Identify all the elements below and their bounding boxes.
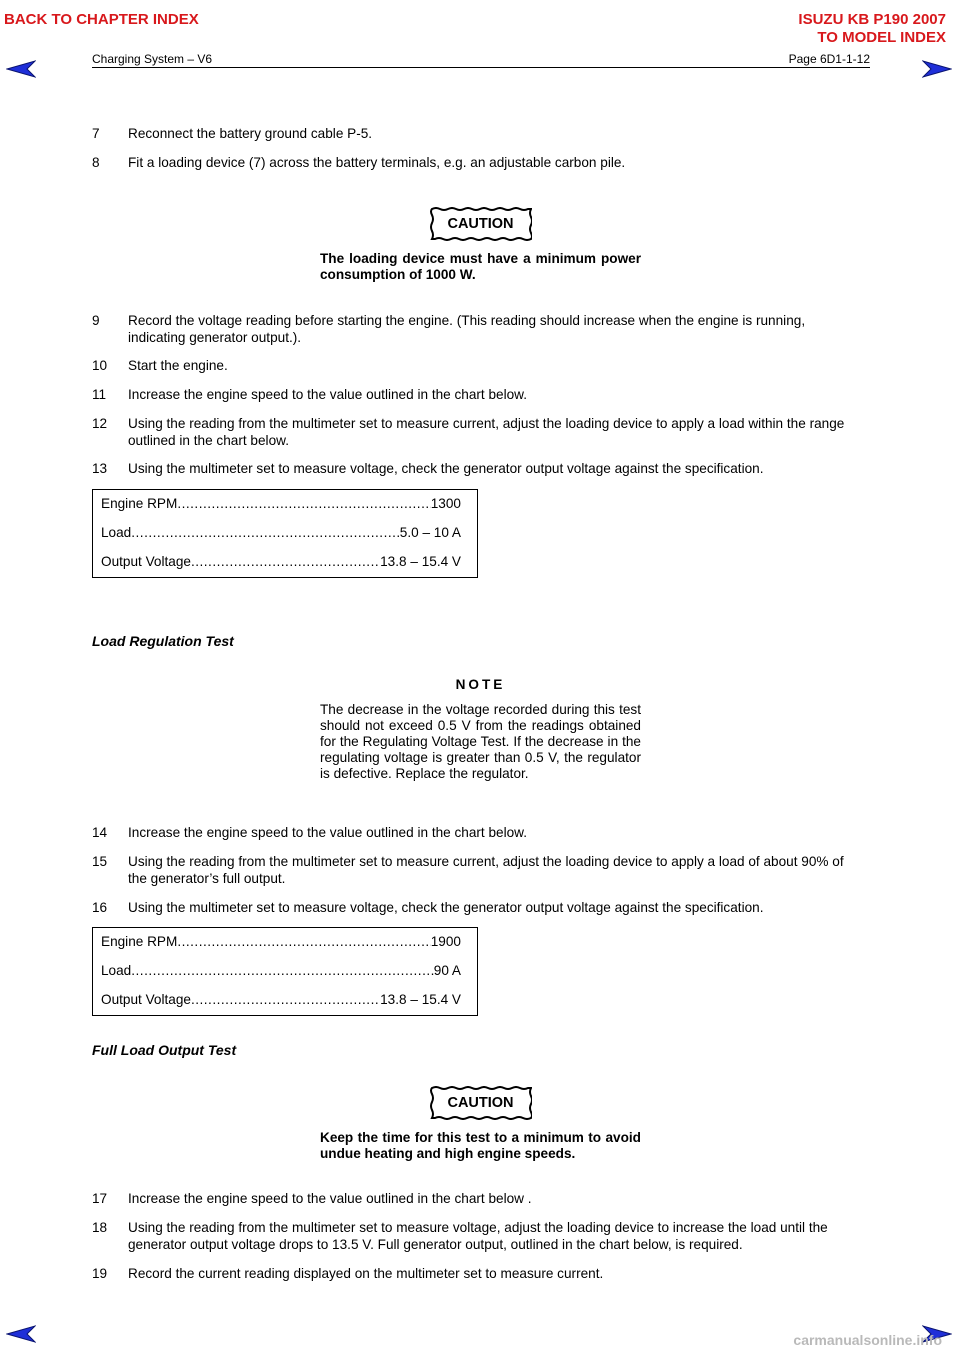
list-item: 13 Using the multimeter set to measure voltage, check the generator output voltage against the specification. [92, 461, 764, 476]
spec-row: Load ..... 90 A [101, 963, 461, 992]
spec-row: Output Voltage ..... 13.8 – 15.4 V [101, 554, 461, 583]
header-rule [92, 67, 870, 68]
list-item: 18 Using the reading from the multimeter set to measure voltage, adjust the loading device to increase the load until the generator output voltage drops to 13.5 V. Full generator output, outlined in the chart below, is required. [92, 1220, 828, 1252]
watermark: carmanualsonline.info [793, 1332, 942, 1348]
list-item: 10 Start the engine. [92, 358, 228, 373]
note-text: The decrease in the voltage recorded during this test should not exceed 0.5 V from the readings obtained for the Regulating Voltage Test. If the decrease in the regulating voltage is greater than 0.5 V, the regulator is defective. Replace the regulator. [320, 702, 641, 781]
spec-row: Output Voltage ..... 13.8 – 15.4 V [101, 992, 461, 1021]
next-page-arrow-icon[interactable] [922, 60, 952, 78]
spec-table-2 [92, 927, 478, 1016]
list-item: 15 Using the reading from the multimeter set to measure current, adjust the loading device to apply a load of about 90% of the generator’s full output. [92, 854, 844, 886]
page-number: Page 6D1-1-12 [788, 52, 870, 66]
list-item: 12 Using the reading from the multimeter set to measure current, adjust the loading device to apply a load within the range outlined in the chart below. [92, 416, 845, 448]
list-item: 8 Fit a loading device (7) across the battery terminals, e.g. an adjustable carbon pile. [92, 155, 626, 170]
caution-label: CAUTION [447, 216, 514, 232]
note-label: NOTE [455, 677, 506, 692]
spec-row: Engine RPM ..... 1300 [101, 496, 461, 525]
spec-table-1 [92, 489, 478, 578]
caution-text: Keep the time for this test to a minimum to avoid undue heating and high engine speeds. [320, 1130, 641, 1161]
spec-row: Load ..... 5.0 – 10 A [101, 525, 461, 554]
caution-badge [429, 1086, 532, 1120]
model-title: ISUZU KB P190 2007 [798, 11, 946, 28]
list-item: 14 Increase the engine speed to the value outlined in the chart below. [92, 825, 528, 840]
to-model-index-link[interactable]: TO MODEL INDEX [817, 29, 946, 46]
list-item: 9 Record the voltage reading before starting the engine. (This reading should increase when the engine is running, indicating generator output.). [92, 313, 806, 345]
prev-page-arrow-icon[interactable] [6, 60, 36, 78]
spec-row: Engine RPM ..... 1900 [101, 934, 461, 963]
list-item: 11 Increase the engine speed to the value outlined in the chart below. [92, 387, 528, 402]
list-item: 16 Using the multimeter set to measure voltage, check the generator output voltage against the specification. [92, 900, 764, 915]
caution-label: CAUTION [447, 1095, 514, 1111]
caution-badge [429, 207, 532, 241]
section-title: Charging System – V6 [92, 52, 213, 66]
section-heading-full-load: Full Load Output Test [92, 1042, 237, 1058]
caution-text: The loading device must have a minimum power consumption of 1000 W. [320, 251, 641, 282]
prev-page-arrow-icon[interactable] [6, 1325, 36, 1343]
list-item: 17 Increase the engine speed to the value outlined in the chart below . [92, 1191, 532, 1206]
section-heading-load-regulation: Load Regulation Test [92, 633, 234, 649]
back-to-chapter-index-link[interactable]: BACK TO CHAPTER INDEX [4, 11, 199, 28]
list-item: 7 Reconnect the battery ground cable P-5. [92, 126, 373, 141]
list-item: 19 Record the current reading displayed on the multimeter set to measure current. [92, 1266, 604, 1281]
